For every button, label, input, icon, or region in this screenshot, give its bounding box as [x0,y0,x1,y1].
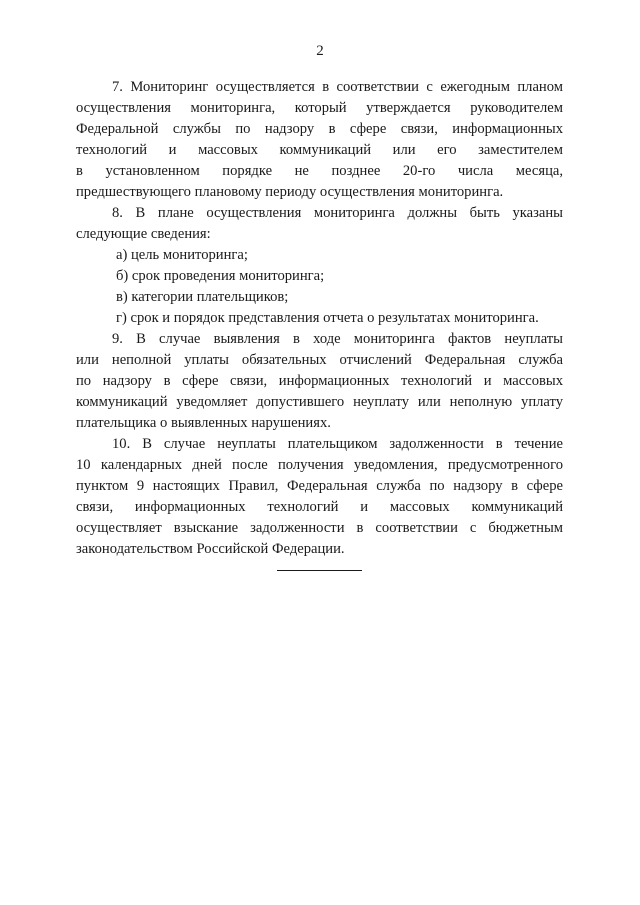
document-body [76,77,563,560]
text-line: законодательством Российской Федерации. [76,541,345,557]
text-line: следующие сведения: [76,226,211,242]
text-line: предшествующего плановому периоду осуществления мониторинга. [76,184,504,200]
list-item-a: а) цель мониторинга; [116,247,248,263]
text-line: плательщика о выявленных нарушениях. [76,415,331,431]
text-line: коммуникаций уведомляет допустившего неуплату или неполную уплату [76,394,563,410]
text-line: или неполной уплаты обязательных отчислений Федеральная служба [76,352,563,368]
text-line: 9. В случае выявления в ходе мониторинга фактов неуплаты [112,331,563,347]
paragraph-9 [76,329,563,434]
closing-separator-line [277,570,362,571]
text-line: 10. В случае неуплаты плательщиком задолженности в течение [112,436,563,452]
text-line: осуществляет взыскание задолженности в соответствии с бюджетным [76,520,563,536]
list-item-b: б) срок проведения мониторинга; [116,268,325,284]
text-line: осуществления мониторинга, который утверждается руководителем [76,100,563,116]
text-line: технологий и массовых коммуникаций или его заместителем [76,142,563,158]
text-line: 7. Мониторинг осуществляется в соответствии с ежегодным планом [112,79,563,95]
text-line: 10 календарных дней после получения уведомления, предусмотренного [76,457,563,473]
list-item-d: г) срок и порядок представления отчета о результатах мониторинга. [116,310,539,326]
text-line: 8. В плане осуществления мониторинга должны быть указаны [112,205,563,221]
text-line: в установленном порядке не позднее 20-го числа месяца, [76,163,563,179]
text-line: по надзору в сфере связи, информационных технологий и массовых [76,373,563,389]
text-line: пунктом 9 настоящих Правил, Федеральная служба по надзору в сфере [76,478,563,494]
paragraph-10 [76,434,563,560]
paragraph-7 [76,77,563,203]
list-item-c: в) категории плательщиков; [116,289,289,305]
paragraph-8 [76,203,563,245]
page-number: 2 [316,43,324,59]
text-line: связи, информационных технологий и массовых коммуникаций [76,499,563,515]
text-line: Федеральной службы по надзору в сфере связи, информационных [76,121,563,137]
